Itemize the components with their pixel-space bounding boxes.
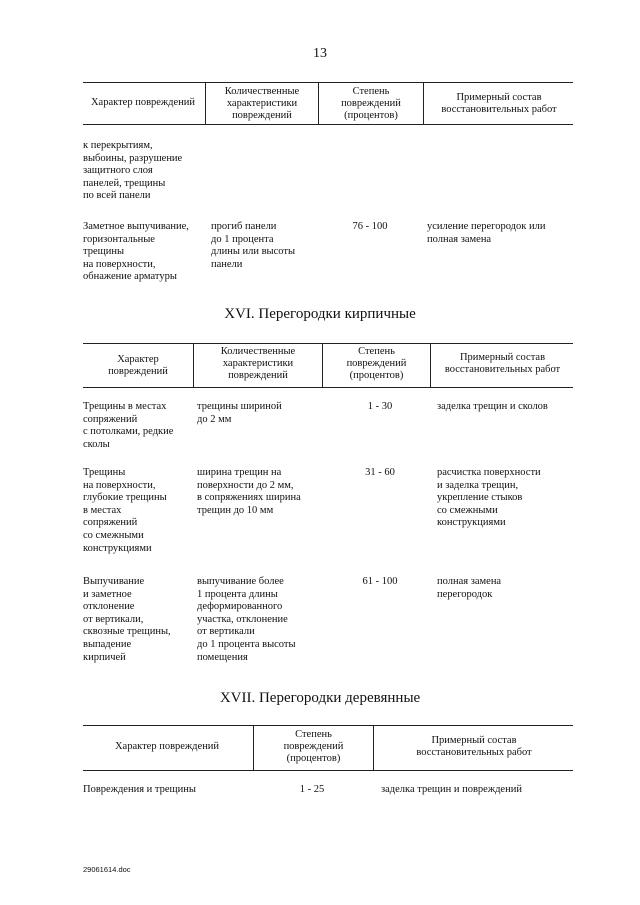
header-repair-works: Примерный состав восстановительных работ: [444, 352, 561, 375]
table-row-cell: Выпучивание и заметное отклонение от вертикали, сквозные трещины, выпадение кирпичей: [83, 576, 171, 663]
table-row-cell: 1 - 25: [299, 784, 325, 795]
header-quantitative: Количественные характеристики повреждений: [224, 86, 300, 121]
table-top-rule: [83, 343, 573, 344]
header-damage-type: Характер повреждений: [114, 741, 220, 752]
table-row-cell: Трещины в местах сопряжений с потолками, редкие сколы: [83, 401, 174, 450]
table-row-cell: усиление перегородок или полная замена: [427, 221, 546, 245]
col-divider: [423, 82, 424, 124]
table-row-cell: выпучивание более 1 процента длины деформированного участка, отклонение от вертикали до 1 процента высоты помещения: [197, 576, 296, 663]
header-repair-works: Примерный состав восстановительных работ: [416, 735, 532, 758]
table-row-cell: трещины шириной до 2 мм: [197, 401, 282, 425]
col-divider: [253, 725, 254, 770]
header-damage-type: Характер повреждений: [108, 354, 168, 377]
page-number: 13: [313, 46, 327, 61]
col-divider: [318, 82, 319, 124]
table-row-cell: Трещины на поверхности, глубокие трещины в местах сопряжений со смежными конструкциями: [83, 467, 167, 554]
table-row-cell: 76 - 100: [352, 221, 388, 232]
footer-filename: 29061614.doc: [83, 865, 131, 874]
table-row-cell: Заметное выпучивание, горизонтальные трещины на поверхности, обнажение арматуры: [83, 221, 189, 283]
col-divider: [373, 725, 374, 770]
col-divider: [205, 82, 206, 124]
header-degree: Степень повреждений (процентов): [346, 346, 407, 381]
table-row-cell: полная замена перегородок: [437, 576, 502, 600]
header-damage-type: Характер повреждений: [90, 97, 196, 108]
table-row-cell: заделка трещин и сколов: [437, 401, 548, 412]
header-bottom-rule: [83, 124, 573, 125]
header-bottom-rule: [83, 387, 573, 388]
col-divider: [322, 343, 323, 387]
table-row-cell: прогиб панели до 1 процента длины или высоты панели: [211, 221, 296, 270]
header-quantitative: Количественные характеристики повреждений: [220, 346, 296, 381]
header-bottom-rule: [83, 770, 573, 771]
table-row-cell: 1 - 30: [367, 401, 393, 412]
table-row-cell: Повреждения и трещины: [83, 784, 196, 795]
section-title: XVII. Перегородки деревянные: [219, 690, 421, 706]
col-divider: [430, 343, 431, 387]
table-row-cell: расчистка поверхности и заделка трещин, укрепление стыков со смежными конструкциями: [437, 467, 541, 529]
table-top-rule: [83, 725, 573, 726]
table-row-cell: к перекрытиям, выбоины, разрушение защитного слоя панелей, трещины по всей панели: [83, 140, 183, 202]
header-degree: Степень повреждений (процентов): [341, 86, 401, 121]
col-divider: [193, 343, 194, 387]
table-row-cell: заделка трещин и повреждений: [381, 784, 522, 795]
section-title: XVI. Перегородки кирпичные: [224, 306, 416, 322]
table-row-cell: 61 - 100: [362, 576, 398, 587]
table-top-rule: [83, 82, 573, 83]
header-degree: Степень повреждений (процентов): [283, 729, 344, 764]
header-repair-works: Примерный состав восстановительных работ: [441, 92, 557, 115]
table-row-cell: 31 - 60: [365, 467, 395, 478]
table-row-cell: ширина трещин на поверхности до 2 мм, в сопряжениях ширина трещин до 10 мм: [197, 467, 301, 516]
